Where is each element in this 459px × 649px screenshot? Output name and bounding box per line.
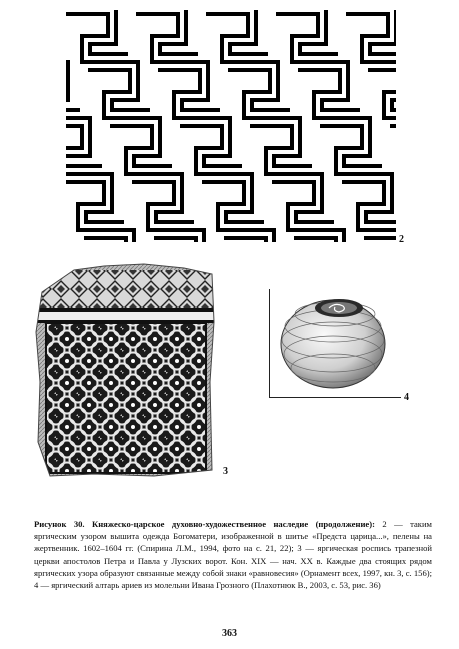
- figure-3-label: 3: [223, 466, 228, 477]
- page-number: 363: [222, 628, 237, 639]
- figure-3-painted-ornament: [34, 262, 218, 480]
- figure-4-label: 4: [404, 392, 409, 403]
- figure-2-meander-pattern: [66, 10, 396, 242]
- figure-4-spherical-altar: [277, 294, 389, 390]
- caption-lead: Рисунок 30. Княжеско-царское духовно-художественное наследие (продолжение):: [34, 519, 383, 529]
- caption-body: 2 — таким яргическим узором вышита одежда Богоматери, изображенной в шитье «Предста царица...», пелены на жертвенник. 1602–1604 гг. (Спирина Л.М., 1994, фото на с. 21, 22); 3 — яргическая роспись трапезной церкви апостолов Петра и Павла у Лузских ворот. Кон. XIX — нач. XX в. Каждые два стоящих рядом яргических узора образуют связанные между собой знаки «равновесия» (Орнамент всех, 1997, кн. 3, с. 156); 4 — яргический алтарь ариев из молельни Ивана Грозного (Плахотнюк В., 2003, с. 53, рис. 36): [34, 519, 433, 591]
- figure-2-label: 2: [399, 234, 404, 245]
- figure-caption: [34, 518, 432, 591]
